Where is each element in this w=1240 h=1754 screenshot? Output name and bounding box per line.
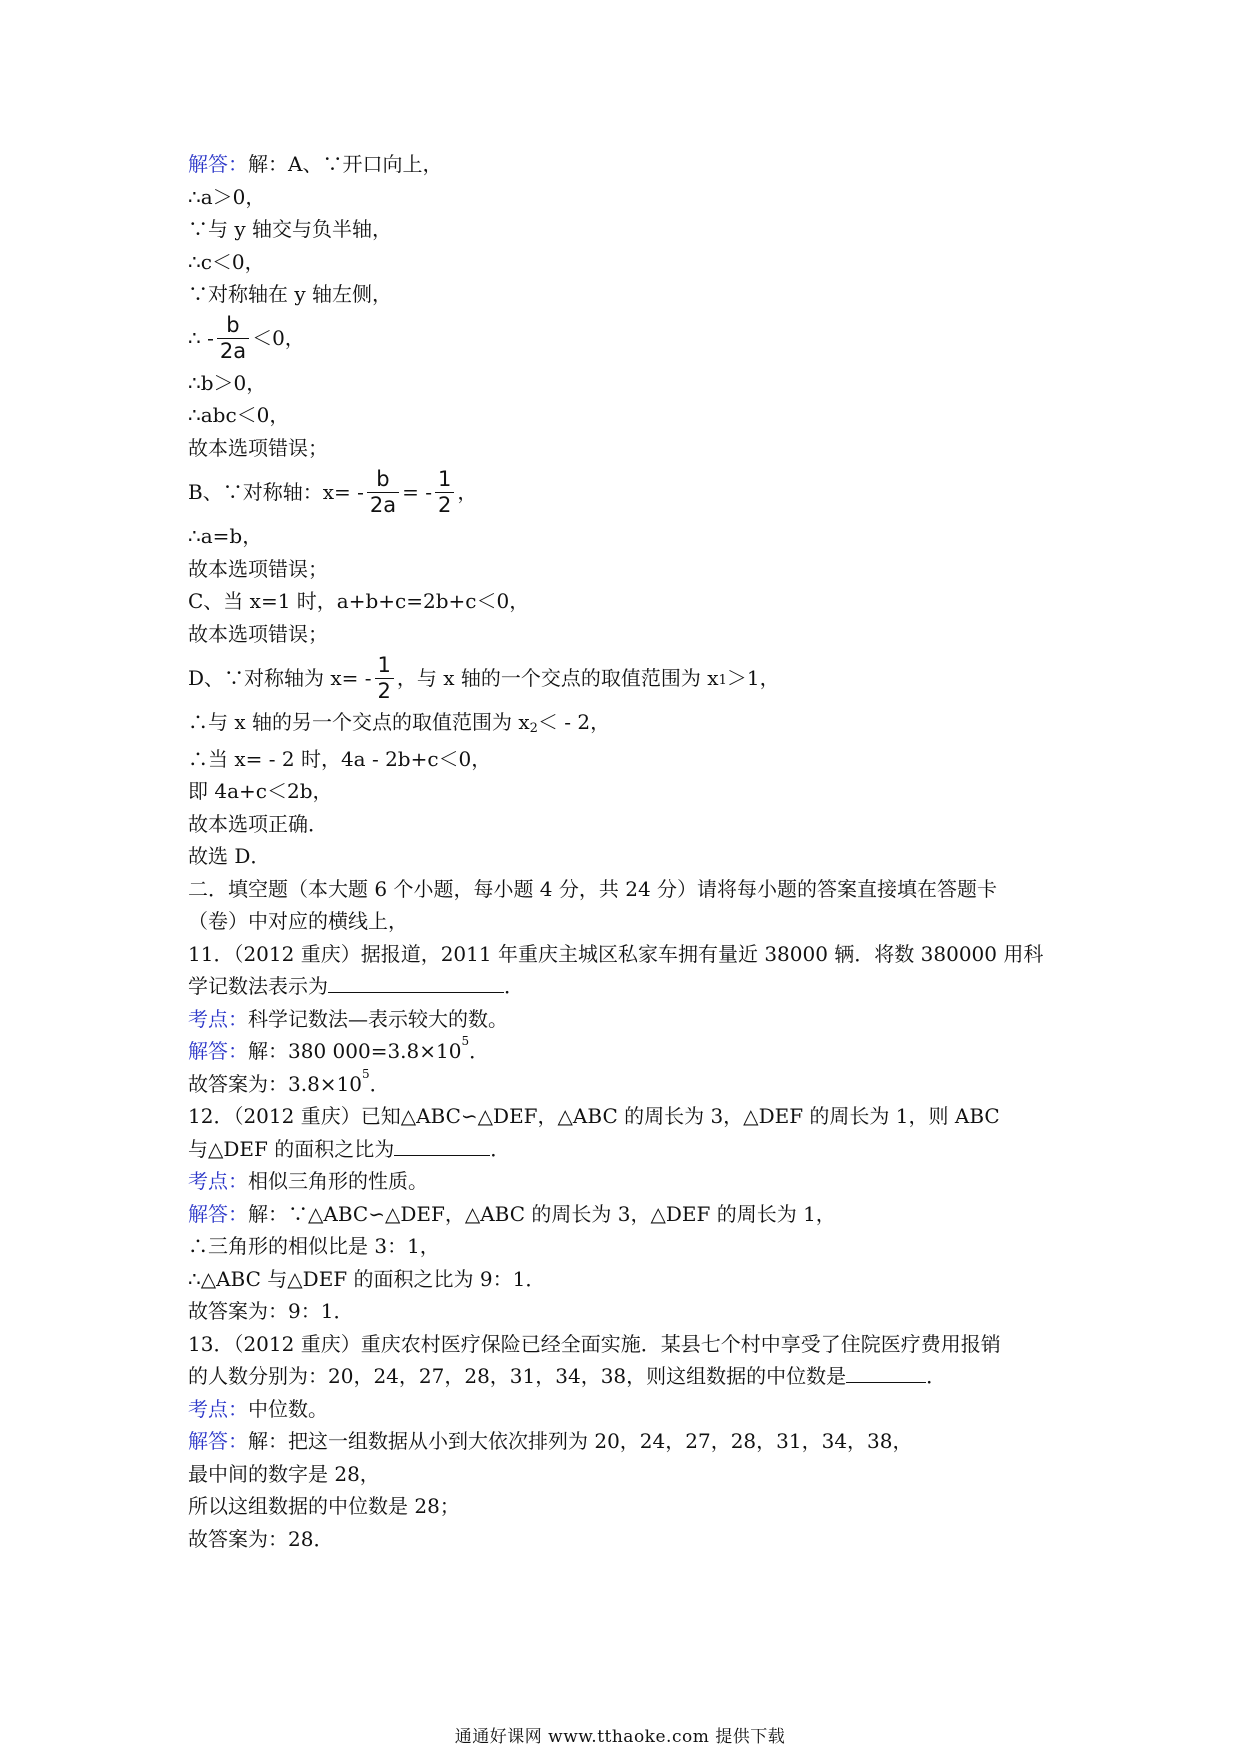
answer-label: 解答： — [188, 1039, 248, 1063]
point-line — [188, 1393, 1068, 1426]
section-heading: 二．填空题（本大题 6 个小题，每小题 4 分，共 24 分）请将每小题的答案直接填在答题卡 — [188, 876, 998, 901]
text-line: ∴abc＜0， — [188, 403, 290, 427]
fraction — [217, 315, 249, 362]
numerator: b — [376, 466, 390, 491]
text-line: 最中间的数字是 28， — [188, 1461, 380, 1486]
question-line: 11．（2012 重庆）据报道，2011 年重庆主城区私家车拥有量近 38000 辆．将数 380000 用科 — [188, 941, 1044, 966]
text: ． — [490, 1136, 511, 1161]
answer-label: 解答： — [188, 1201, 248, 1226]
text-line: ∵对称轴在 y 轴左侧， — [188, 282, 393, 306]
text: 解：∵△ABC∽△DEF，△ABC 的周长为 3，△DEF 的周长为 1， — [248, 1201, 836, 1226]
text: ． — [469, 1039, 490, 1063]
text: ∴与 x 轴的另一个交点的取值范围为 x — [188, 710, 530, 734]
text: ＞1， — [726, 665, 780, 690]
fraction — [435, 466, 454, 517]
answer-line — [188, 1035, 1068, 1068]
text: 科学记数法—表示较大的数。 — [248, 1006, 508, 1031]
answer-blank — [394, 1135, 490, 1156]
text-line: C、当 x=1 时，a+b+c=2b+c＜0， — [188, 589, 530, 613]
section-heading: （卷）中对应的横线上， — [188, 909, 408, 933]
text: ＜ - 2， — [537, 710, 611, 734]
question-line: 13．（2012 重庆）重庆农村医疗保险已经全面实施．某县七个村中享受了住院医疗费用报销 — [188, 1331, 1001, 1356]
superscript: 5 — [362, 1066, 370, 1081]
text: 解：380 000=3.8×10 — [248, 1039, 462, 1063]
text-line: 故本选项正确． — [188, 811, 328, 836]
text-line: 故答案为：9：1． — [188, 1299, 354, 1323]
question-line — [188, 970, 1068, 1003]
text-line: ∴△ABC 与△DEF 的面积之比为 9：1． — [188, 1266, 546, 1291]
answer-blank — [328, 972, 504, 993]
subscript: 1 — [718, 672, 727, 688]
text-line: 故选 D． — [188, 844, 271, 868]
question-line: 12．（2012 重庆）已知△ABC∽△DEF，△ABC 的周长为 3，△DEF 的周长为 1，则 ABC — [188, 1104, 1000, 1128]
formula-line — [188, 311, 1068, 367]
text: 解：A、∵开口向上， — [248, 152, 443, 176]
text-line — [188, 1068, 1068, 1101]
answer-blank — [846, 1362, 926, 1383]
text-line: 即 4a+c＜2b， — [188, 779, 333, 803]
text: ，与 x 轴的一个交点的取值范围为 x — [396, 665, 719, 690]
text: 学记数法表示为 — [188, 974, 328, 998]
text-line: ∴b＞0， — [188, 370, 267, 395]
text-line: ∴a=b， — [188, 524, 263, 548]
page-footer: 通通好课网 www.tthaoke.com 提供下载 — [454, 1727, 786, 1747]
fraction — [367, 466, 399, 517]
denominator: 2 — [375, 678, 394, 702]
text-line: 故本选项错误； — [188, 435, 328, 460]
denominator: 2a — [217, 338, 249, 362]
text: ． — [504, 974, 524, 998]
text-line: ∴a＞0， — [188, 184, 266, 209]
formula-line — [188, 464, 1068, 520]
text: 相似三角形的性质。 — [248, 1169, 428, 1193]
point-label: 考点： — [188, 1169, 248, 1193]
text: ＜0， — [252, 326, 305, 351]
text: D、∵对称轴为 x= - — [188, 665, 372, 690]
text: ， — [457, 479, 478, 504]
text-line: ∴三角形的相似比是 3：1， — [188, 1234, 440, 1258]
text: = - — [402, 479, 432, 504]
answer-label: 解答： — [188, 152, 248, 176]
formula-line — [188, 650, 1068, 706]
text-line: ∵与 y 轴交与负半轴， — [188, 217, 393, 241]
subscript: 2 — [529, 721, 538, 736]
text: 的人数分别为：20，24，27，28，31，34，38，则这组数据的中位数是 — [188, 1364, 847, 1388]
question-line — [188, 1133, 1068, 1166]
numerator: b — [226, 313, 240, 337]
superscript: 5 — [461, 1034, 470, 1048]
point-line — [188, 1003, 1068, 1036]
numerator: 1 — [437, 466, 452, 491]
text-line: ∴c＜0， — [188, 249, 265, 274]
text-line — [188, 706, 1068, 743]
text-line: 所以这组数据的中位数是 28； — [188, 1494, 460, 1518]
document-body — [188, 148, 1068, 1555]
point-label: 考点： — [188, 1006, 248, 1031]
text: ∴ - — [188, 326, 214, 351]
denominator: 2a — [367, 492, 399, 516]
denominator: 2 — [435, 492, 454, 516]
point-line — [188, 1165, 1068, 1198]
text: B、∵对称轴：x= - — [188, 479, 364, 504]
answer-line — [188, 1425, 1068, 1458]
text-line: 故答案为：28． — [188, 1526, 334, 1551]
text: 中位数。 — [248, 1396, 328, 1421]
text: ． — [926, 1364, 947, 1388]
answer-line — [188, 148, 1068, 181]
text: 故答案为：3.8×10 — [188, 1071, 363, 1096]
text-line: 故本选项错误； — [188, 556, 328, 581]
text: ． — [369, 1071, 390, 1096]
text: 与△DEF 的面积之比为 — [188, 1136, 395, 1161]
question-line — [188, 1360, 1068, 1393]
answer-line — [188, 1198, 1068, 1231]
text-line: 故本选项错误； — [188, 621, 328, 646]
text: 解：把这一组数据从小到大依次排列为 20，24，27，28，31，34，38， — [248, 1429, 913, 1453]
fraction — [375, 652, 394, 703]
point-label: 考点： — [188, 1396, 248, 1421]
answer-label: 解答： — [188, 1429, 248, 1453]
text-line: ∴当 x= - 2 时，4a - 2b+c＜0， — [188, 746, 492, 771]
numerator: 1 — [377, 652, 391, 677]
